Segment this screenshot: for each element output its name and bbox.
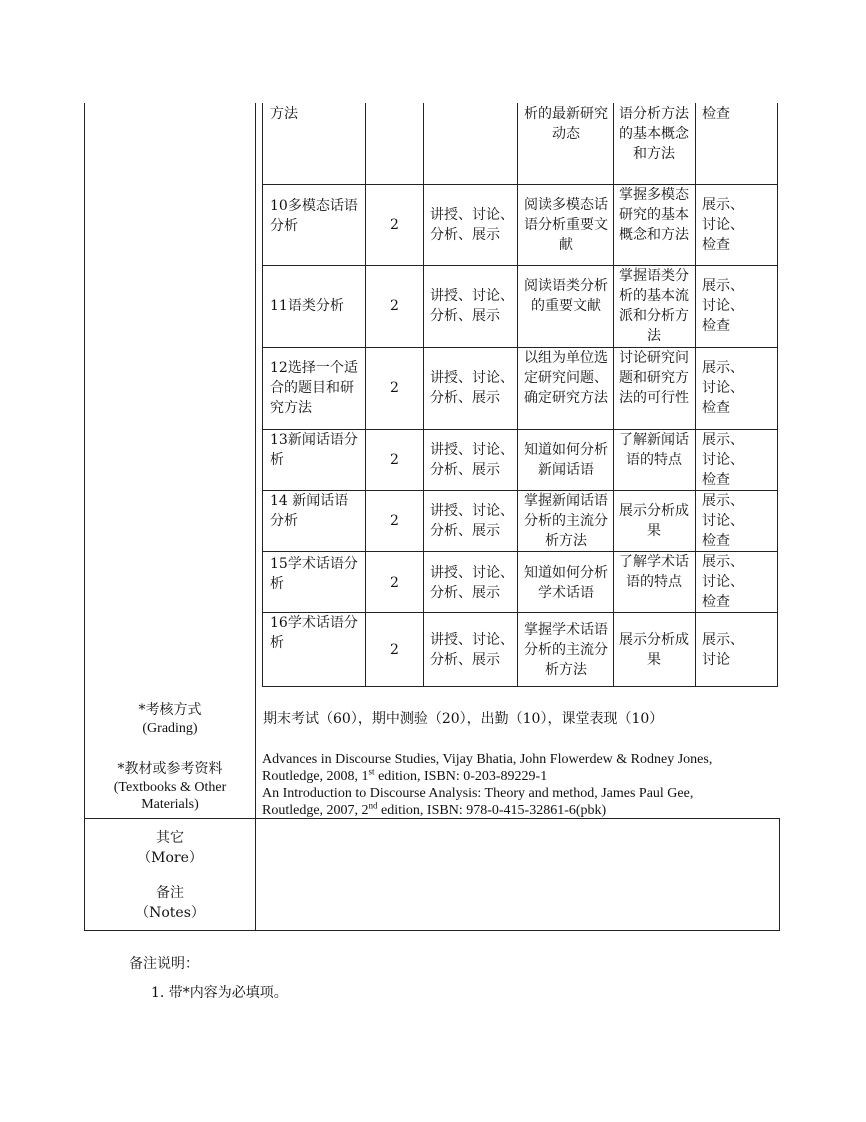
table-border-bottom bbox=[84, 930, 780, 931]
schedule-assess-cell: 展示、讨论、检查 bbox=[702, 493, 744, 549]
footnote-item: 1. 带*内容为必填项。 bbox=[151, 985, 288, 1001]
schedule-row-line bbox=[262, 265, 778, 266]
reference-2-line-2: Routledge, 2007, 2nd edition, ISBN: 978-0-415-32861-6(pbk) bbox=[262, 800, 607, 818]
schedule-assess-cell: 展示、讨论 bbox=[702, 632, 744, 668]
schedule-goal-cell: 讨论研究问题和研究方法的可行性 bbox=[619, 350, 689, 406]
grading-label-cn: *考核方式 bbox=[138, 702, 202, 718]
schedule-col-line bbox=[423, 103, 424, 687]
schedule-hours-cell: 2 bbox=[390, 513, 399, 529]
schedule-topic-cell: 12选择一个适合的题目和研究方法 bbox=[270, 360, 358, 416]
schedule-goal-cell: 展示分析成果 bbox=[619, 503, 689, 539]
schedule-goal-cell: 了解学术话语的特点 bbox=[619, 554, 689, 590]
schedule-col-line bbox=[777, 103, 778, 687]
schedule-content-cell: 掌握新闻话语分析的主流分析方法 bbox=[524, 493, 608, 549]
materials-label-en-2: Materials) bbox=[141, 797, 199, 812]
schedule-hours-cell: 2 bbox=[390, 575, 399, 591]
schedule-row-line bbox=[262, 347, 778, 348]
schedule-row-line bbox=[262, 686, 778, 687]
schedule-topic-cell: 方法 bbox=[270, 106, 298, 122]
more-label-cn: 其它 bbox=[156, 830, 184, 846]
schedule-content-cell: 阅读多模态话语分析重要文献 bbox=[524, 197, 608, 253]
schedule-assess-cell: 展示、讨论、检查 bbox=[702, 432, 744, 488]
schedule-assess-cell: 展示、讨论、检查 bbox=[702, 360, 744, 416]
schedule-content-cell: 以组为单位选定研究问题、确定研究方法 bbox=[524, 350, 608, 406]
schedule-goal-cell: 掌握语类分析的基本流派和分析方法 bbox=[619, 268, 689, 344]
materials-references bbox=[262, 751, 777, 819]
schedule-goal-cell: 掌握多模态研究的基本概念和方法 bbox=[619, 187, 689, 243]
schedule-content-cell: 阅读语类分析的重要文献 bbox=[524, 278, 608, 314]
notes-label-en: （Notes） bbox=[135, 905, 205, 921]
reference-2-line-1: An Introduction to Discourse Analysis: Theory and method, James Paul Gee, bbox=[262, 786, 694, 801]
schedule-col-line bbox=[613, 103, 614, 687]
grading-label bbox=[85, 700, 255, 737]
schedule-hours-cell: 2 bbox=[390, 642, 399, 658]
schedule-col-line bbox=[695, 103, 696, 687]
schedule-content-cell: 知道如何分析新闻话语 bbox=[524, 442, 608, 478]
more-label bbox=[85, 828, 255, 868]
schedule-topic-cell: 11语类分析 bbox=[270, 298, 344, 314]
more-label-en: （More） bbox=[137, 850, 203, 866]
schedule-topic-cell: 14 新闻话语分析 bbox=[270, 493, 349, 529]
table-border-right bbox=[779, 819, 780, 931]
schedule-assess-cell: 展示、讨论、检查 bbox=[702, 554, 744, 610]
materials-label-en-1: (Textbooks & Other bbox=[113, 780, 227, 795]
grading-label-en: (Grading) bbox=[142, 721, 198, 736]
schedule-method-cell: 讲授、讨论、分析、展示 bbox=[430, 565, 514, 601]
schedule-row-line bbox=[262, 551, 778, 552]
schedule-row-line bbox=[262, 184, 778, 185]
schedule-method-cell: 讲授、讨论、分析、展示 bbox=[430, 288, 514, 324]
schedule-goal-cell: 语分析方法的基本概念和方法 bbox=[619, 106, 689, 162]
schedule-method-cell: 讲授、讨论、分析、展示 bbox=[430, 207, 514, 243]
materials-label bbox=[85, 759, 255, 813]
reference-1-line-2: Routledge, 2008, 1st edition, ISBN: 0-203-89229-1 bbox=[262, 766, 548, 784]
schedule-assess-cell: 展示、讨论、检查 bbox=[702, 278, 744, 334]
materials-label-cn: *教材或参考资料 bbox=[117, 761, 223, 777]
schedule-content-cell: 析的最新研究动态 bbox=[524, 106, 608, 142]
label-column-divider bbox=[255, 103, 256, 931]
schedule-method-cell: 讲授、讨论、分析、展示 bbox=[430, 503, 514, 539]
grading-value: 期末考试（60），期中测验（20），出勤（10），课堂表现（10） bbox=[263, 711, 664, 727]
schedule-hours-cell: 2 bbox=[390, 452, 399, 468]
schedule-content-cell: 知道如何分析学术话语 bbox=[524, 565, 608, 601]
schedule-goal-cell: 了解新闻话语的特点 bbox=[619, 432, 689, 468]
schedule-hours-cell: 2 bbox=[390, 298, 399, 314]
schedule-assess-cell: 展示、讨论、检查 bbox=[702, 197, 744, 253]
reference-1-line-1: Advances in Discourse Studies, Vijay Bhatia, John Flowerdew & Rodney Jones, bbox=[262, 752, 713, 767]
schedule-method-cell: 讲授、讨论、分析、展示 bbox=[430, 442, 514, 478]
schedule-content-cell: 掌握学术话语分析的主流分析方法 bbox=[524, 622, 608, 678]
schedule-col-line bbox=[262, 103, 263, 687]
schedule-goal-cell: 展示分析成果 bbox=[619, 632, 689, 668]
schedule-hours-cell: 2 bbox=[390, 380, 399, 396]
schedule-method-cell: 讲授、讨论、分析、展示 bbox=[430, 632, 514, 668]
schedule-hours-cell: 2 bbox=[390, 217, 399, 233]
footnote-title: 备注说明： bbox=[129, 956, 199, 972]
notes-label-cn: 备注 bbox=[156, 885, 184, 901]
schedule-assess-cell: 检查 bbox=[702, 106, 730, 122]
schedule-topic-cell: 13新闻话语分析 bbox=[270, 432, 358, 468]
schedule-method-cell: 讲授、讨论、分析、展示 bbox=[430, 370, 514, 406]
schedule-topic-cell: 15学术话语分析 bbox=[270, 556, 358, 592]
notes-label bbox=[85, 883, 255, 923]
schedule-topic-cell: 16学术话语分析 bbox=[270, 615, 358, 651]
schedule-topic-cell: 10多模态话语分析 bbox=[270, 198, 358, 234]
